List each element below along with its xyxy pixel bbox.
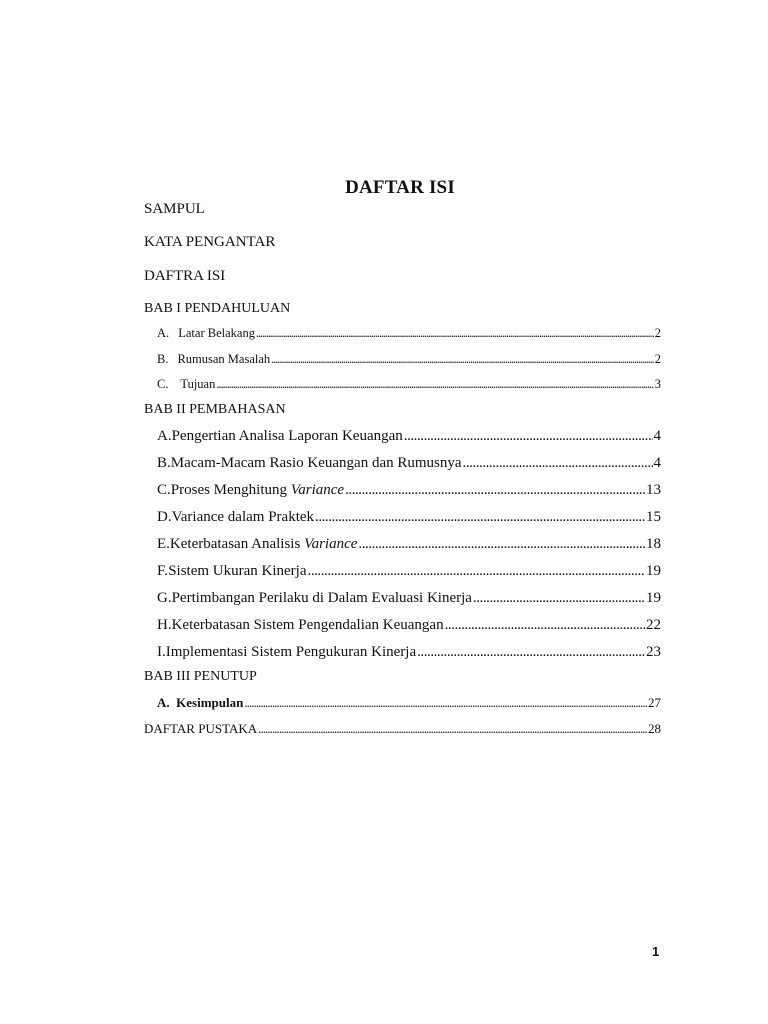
toc-entry-text: Rumusan Masalah	[177, 352, 271, 366]
toc-entry-marker: F.	[157, 563, 168, 579]
section-heading-bab2: BAB II PEMBAHASAN	[144, 402, 286, 417]
page-title: DAFTAR ISI	[345, 177, 455, 198]
toc-entry	[157, 482, 661, 499]
toc-entry-daftar-pustaka	[144, 721, 661, 737]
toc-entry-page: 2	[654, 326, 661, 340]
toc-entry-text: Tujuan	[180, 377, 216, 391]
toc-entry-marker: I.	[157, 644, 166, 660]
dot-leader	[445, 617, 645, 634]
dot-leader	[258, 721, 647, 737]
toc-entry-page: 27	[648, 695, 661, 710]
toc-entry-marker: B.	[157, 455, 171, 471]
toc-entry-text: Sistem Ukuran Kinerja	[168, 563, 307, 579]
toc-entry-page: 15	[646, 509, 661, 525]
dot-leader	[345, 482, 645, 499]
toc-entry-page: 2	[654, 352, 661, 366]
toc-entry-text	[170, 536, 357, 553]
toc-entry	[157, 563, 661, 580]
toc-entry-page: 22	[646, 617, 661, 633]
dot-leader	[271, 352, 654, 367]
toc-entry-italic: Variance	[290, 482, 345, 498]
toc-entry-text: Keterbatasan Sistem Pengendalian Keuangan	[171, 617, 444, 633]
toc-entry-page: 28	[648, 721, 661, 736]
toc-entry-text	[171, 482, 344, 499]
toc-kata-pengantar: KATA PENGANTAR	[144, 234, 276, 250]
dot-leader	[463, 455, 653, 472]
toc-sampul: SAMPUL	[144, 201, 205, 217]
toc-daftar-isi: DAFTRA ISI	[144, 268, 226, 284]
section-heading-bab1: BAB I PENDAHULUAN	[144, 301, 291, 316]
toc-entry-marker: H.	[157, 617, 172, 633]
toc-entry	[157, 590, 661, 607]
toc-entry-marker: A.	[157, 695, 170, 710]
toc-entry-page: 19	[646, 563, 661, 579]
toc-entry	[157, 326, 661, 341]
toc-entry	[157, 644, 661, 661]
toc-entry	[157, 455, 661, 472]
dot-leader	[473, 590, 645, 607]
section-heading-bab3: BAB III PENUTUP	[144, 669, 257, 684]
dot-leader	[417, 644, 645, 661]
dot-leader	[315, 509, 645, 526]
toc-entry-marker: A.	[157, 326, 170, 340]
toc-entry-text: Implementasi Sistem Pengukuran Kinerja	[165, 644, 417, 660]
toc-entry-marker: E.	[157, 536, 170, 552]
toc-entry-marker: B.	[157, 352, 169, 366]
toc-entry	[157, 509, 661, 526]
toc-entry-page: 3	[654, 377, 661, 391]
dot-leader	[404, 428, 653, 445]
toc-entry-marker: C.	[157, 377, 169, 391]
dot-leader	[216, 377, 653, 392]
toc-entry-page: 4	[653, 428, 661, 444]
toc-entry-text: Latar Belakang	[178, 326, 255, 340]
toc-entry-text: Pengertian Analisa Laporan Keuangan	[171, 428, 403, 444]
toc-entry-text: Variance dalam Praktek	[171, 509, 315, 525]
toc-entry	[157, 695, 661, 711]
toc-entry-page: 19	[646, 590, 661, 606]
toc-entry-text: DAFTAR PUSTAKA	[144, 721, 258, 736]
toc-entry-page: 18	[646, 536, 661, 552]
toc-entry	[157, 428, 661, 445]
dot-leader	[244, 695, 647, 711]
toc-entry	[157, 617, 661, 634]
toc-entry-page: 4	[653, 455, 661, 471]
toc-entry	[157, 536, 661, 553]
toc-entry-text: Macam-Macam Rasio Keuangan dan Rumusnya	[170, 455, 462, 471]
toc-entry-text: Kesimpulan	[176, 695, 244, 710]
toc-entry-page: 13	[646, 482, 661, 498]
toc-entry-marker: C.	[157, 482, 171, 498]
toc-entry-marker: D.	[157, 509, 172, 525]
toc-entry-text-part: Keterbatasan Analisis	[169, 536, 305, 552]
dot-leader	[256, 326, 654, 341]
toc-entry-page: 23	[646, 644, 661, 660]
toc-entry-marker: G.	[157, 590, 172, 606]
dot-leader	[308, 563, 645, 580]
toc-entry-italic: Variance	[304, 536, 358, 552]
page-number: 1	[652, 944, 660, 959]
toc-entry-marker: A.	[157, 428, 172, 444]
toc-entry-text: Pertimbangan Perilaku di Dalam Evaluasi Kinerja	[171, 590, 472, 606]
dot-leader	[358, 536, 645, 553]
toc-entry	[157, 352, 661, 367]
toc-entry	[157, 377, 661, 392]
toc-entry-text-part: Proses Menghitung	[170, 482, 291, 498]
